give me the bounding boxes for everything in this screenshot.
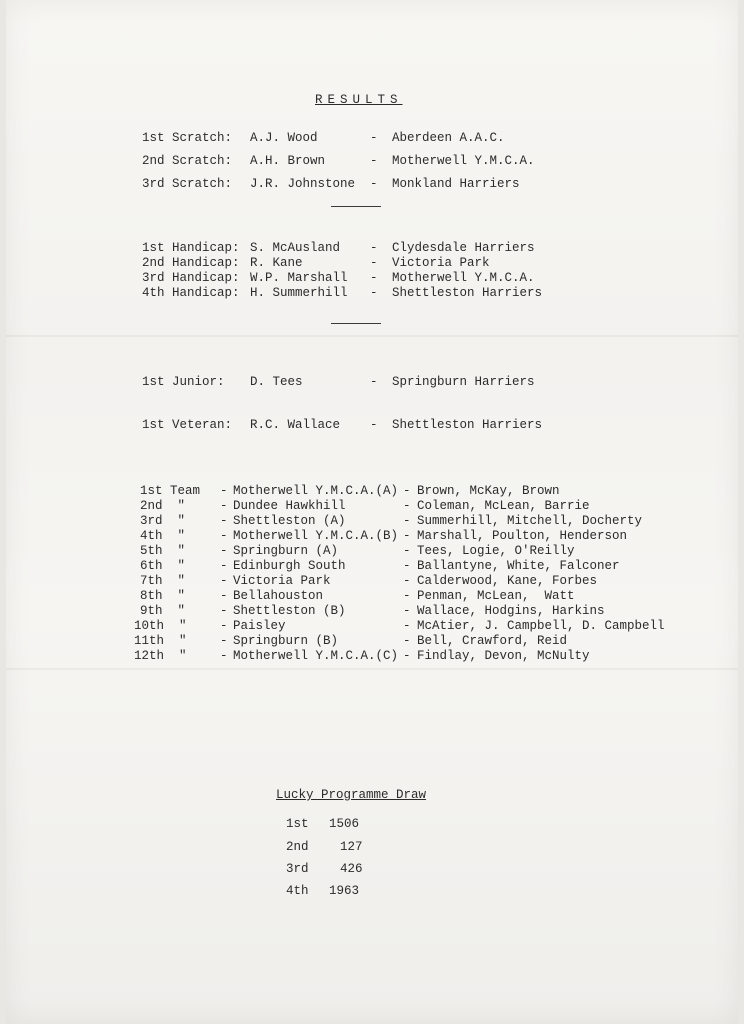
team-dash: - <box>403 619 411 633</box>
draw-place: 3rd <box>286 862 309 876</box>
result-dash: - <box>370 286 378 300</box>
team-place: 9th " <box>140 604 186 618</box>
result-dash: - <box>370 256 378 270</box>
team-place: 11th " <box>134 634 187 648</box>
team-place: 2nd " <box>140 499 186 513</box>
page-fold <box>6 335 738 337</box>
team-dash: - <box>220 589 228 603</box>
team-dash: - <box>220 574 228 588</box>
team-name: Edinburgh South <box>233 559 346 573</box>
team-name: Motherwell Y.M.C.A.(A) <box>233 484 399 498</box>
team-dash: - <box>403 484 411 498</box>
document-page <box>6 0 738 1024</box>
draw-number: 127 <box>340 840 363 854</box>
result-place: 3rd Scratch: <box>142 177 233 191</box>
result-place: 2nd Scratch: <box>142 154 233 168</box>
result-dash: - <box>370 271 378 285</box>
page-fold <box>6 668 738 670</box>
team-members: Wallace, Hodgins, Harkins <box>417 604 605 618</box>
draw-number: 1506 <box>329 817 360 831</box>
result-club: Victoria Park <box>392 256 490 270</box>
result-dash: - <box>370 131 378 145</box>
result-name: R. Kane <box>250 256 303 270</box>
result-name: S. McAusland <box>250 241 341 255</box>
team-dash: - <box>220 484 228 498</box>
team-members: Penman, McLean, Watt <box>417 589 575 603</box>
result-place: 3rd Handicap: <box>142 271 240 285</box>
result-place: 1st Veteran: <box>142 418 233 432</box>
draw-place: 1st <box>286 817 309 831</box>
team-dash: - <box>403 604 411 618</box>
team-name: Motherwell Y.M.C.A.(B) <box>233 529 399 543</box>
result-name: D. Tees <box>250 375 303 389</box>
team-dash: - <box>220 529 228 543</box>
team-members: Findlay, Devon, McNulty <box>417 649 590 663</box>
team-members: Bell, Crawford, Reid <box>417 634 568 648</box>
team-place: 3rd " <box>140 514 186 528</box>
draw-place: 4th <box>286 884 309 898</box>
team-name: Springburn (A) <box>233 544 339 558</box>
team-members: Tees, Logie, O'Reilly <box>417 544 575 558</box>
team-place: 12th " <box>134 649 187 663</box>
team-members: Marshall, Poulton, Henderson <box>417 529 628 543</box>
team-name: Springburn (B) <box>233 634 339 648</box>
result-place: 1st Junior: <box>142 375 225 389</box>
result-club: Springburn Harriers <box>392 375 535 389</box>
team-name: Shettleston (B) <box>233 604 346 618</box>
page-title: RESULTS <box>315 93 403 107</box>
section-divider <box>331 323 381 324</box>
draw-number: 426 <box>340 862 363 876</box>
lucky-draw-title: Lucky Programme Draw <box>276 788 427 802</box>
team-name: Shettleston (A) <box>233 514 346 528</box>
team-place: 10th " <box>134 619 187 633</box>
team-name: Motherwell Y.M.C.A.(C) <box>233 649 399 663</box>
team-dash: - <box>403 634 411 648</box>
result-dash: - <box>370 418 378 432</box>
team-dash: - <box>403 529 411 543</box>
team-dash: - <box>220 649 228 663</box>
team-dash: - <box>403 559 411 573</box>
team-members: Brown, McKay, Brown <box>417 484 560 498</box>
result-dash: - <box>370 154 378 168</box>
section-divider <box>331 206 381 207</box>
team-name: Victoria Park <box>233 574 331 588</box>
team-dash: - <box>220 544 228 558</box>
team-dash: - <box>403 589 411 603</box>
team-dash: - <box>220 514 228 528</box>
team-members: Coleman, McLean, Barrie <box>417 499 590 513</box>
result-name: A.H. Brown <box>250 154 326 168</box>
result-place: 1st Handicap: <box>142 241 240 255</box>
team-dash: - <box>403 649 411 663</box>
result-club: Motherwell Y.M.C.A. <box>392 154 535 168</box>
team-members: Calderwood, Kane, Forbes <box>417 574 598 588</box>
team-place: 6th " <box>140 559 186 573</box>
result-name: H. Summerhill <box>250 286 348 300</box>
team-place: 4th " <box>140 529 186 543</box>
team-dash: - <box>220 499 228 513</box>
result-dash: - <box>370 177 378 191</box>
draw-place: 2nd <box>286 840 309 854</box>
team-dash: - <box>403 544 411 558</box>
draw-number: 1963 <box>329 884 360 898</box>
team-place: 1st Team <box>140 484 201 498</box>
team-name: Paisley <box>233 619 286 633</box>
team-dash: - <box>403 514 411 528</box>
team-place: 5th " <box>140 544 186 558</box>
result-place: 4th Handicap: <box>142 286 240 300</box>
team-name: Dundee Hawkhill <box>233 499 346 513</box>
team-dash: - <box>220 619 228 633</box>
result-name: W.P. Marshall <box>250 271 348 285</box>
result-club: Aberdeen A.A.C. <box>392 131 505 145</box>
result-club: Monkland Harriers <box>392 177 520 191</box>
result-place: 1st Scratch: <box>142 131 233 145</box>
result-club: Motherwell Y.M.C.A. <box>392 271 535 285</box>
team-place: 8th " <box>140 589 186 603</box>
result-name: R.C. Wallace <box>250 418 341 432</box>
result-club: Clydesdale Harriers <box>392 241 535 255</box>
result-dash: - <box>370 375 378 389</box>
result-dash: - <box>370 241 378 255</box>
team-dash: - <box>220 634 228 648</box>
team-members: McAtier, J. Campbell, D. Campbell <box>417 619 665 633</box>
team-dash: - <box>403 499 411 513</box>
team-place: 7th " <box>140 574 186 588</box>
team-dash: - <box>220 559 228 573</box>
result-place: 2nd Handicap: <box>142 256 240 270</box>
team-members: Ballantyne, White, Falconer <box>417 559 620 573</box>
result-club: Shettleston Harriers <box>392 418 543 432</box>
team-name: Bellahouston <box>233 589 324 603</box>
result-club: Shettleston Harriers <box>392 286 543 300</box>
result-name: A.J. Wood <box>250 131 318 145</box>
team-dash: - <box>403 574 411 588</box>
team-dash: - <box>220 604 228 618</box>
result-name: J.R. Johnstone <box>250 177 356 191</box>
team-members: Summerhill, Mitchell, Docherty <box>417 514 643 528</box>
